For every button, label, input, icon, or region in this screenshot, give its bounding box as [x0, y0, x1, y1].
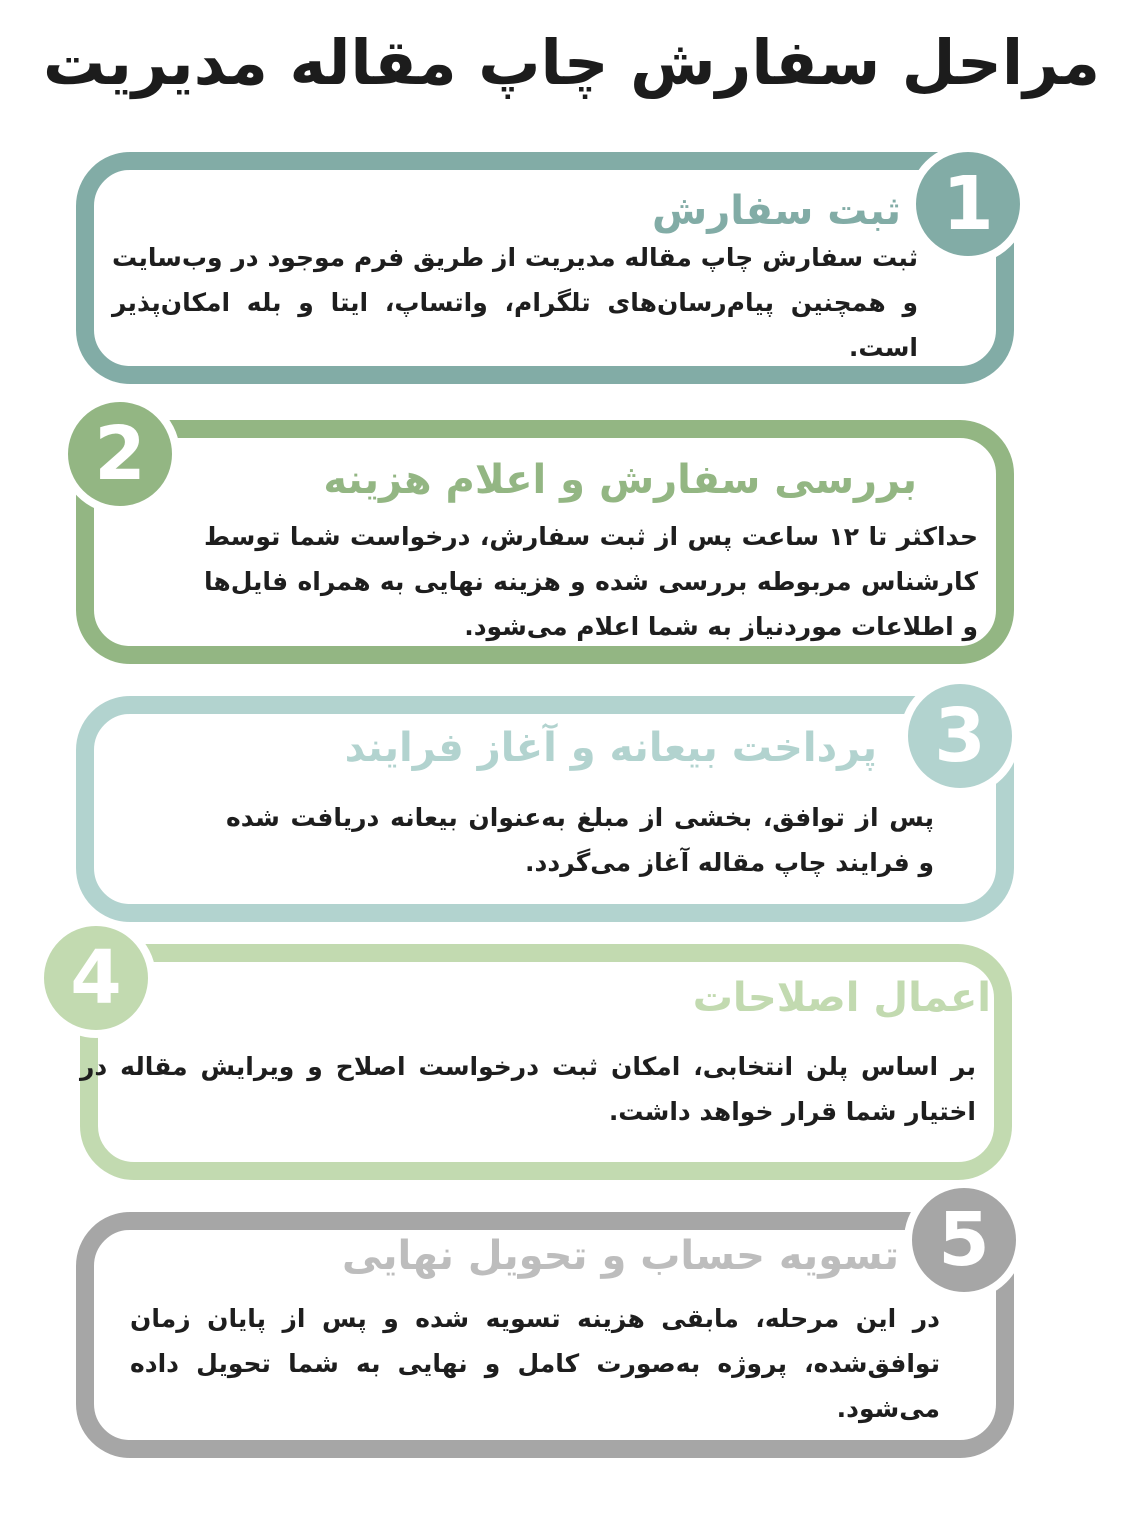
step-3-body: پس از توافق، بخشی از مبلغ به‌عنوان بیعانه دریافت شده و فرایند چاپ مقاله آغاز می‌گردد.: [226, 803, 934, 877]
step-4-body: بر اساس پلن انتخابی، امکان ثبت درخواست اصلاح و ویرایش مقاله در اختیار شما قرار خواهد داشت.: [80, 1052, 976, 1126]
step-4-badge: [36, 918, 156, 1038]
step-3-number: 3: [934, 693, 986, 779]
page-title: مراحل سفارش چاپ مقاله مدیریت: [42, 26, 1101, 99]
step-5-badge: [904, 1180, 1024, 1300]
step-1-body: ثبت سفارش چاپ مقاله مدیریت از طریق فرم موجود در وب‌سایت و همچنین پیام‌رسان‌های تلگرام، واتساپ، ایتا و بله امکان‌پذیر است.: [112, 243, 918, 362]
step-3-badge: [900, 676, 1020, 796]
step-5-body: در این مرحله، مابقی هزینه تسویه شده و پس از پایان زمان توافق‌شده، پروژه به‌صورت کامل و نهایی به شما تحویل داده می‌شود.: [130, 1304, 940, 1423]
step-2-number: 2: [94, 411, 146, 497]
step-2-badge: [60, 394, 180, 514]
step-5-number: 5: [938, 1197, 990, 1283]
step-1-number: 1: [942, 161, 994, 247]
step-1-badge: [908, 144, 1028, 264]
step-1-heading: ثبت سفارش: [652, 188, 901, 234]
step-3-heading: پرداخت بیعانه و آغاز فرایند: [344, 725, 877, 771]
step-2-heading: بررسی سفارش و اعلام هزینه: [323, 457, 917, 503]
step-4-heading: اعمال اصلاحات: [692, 975, 991, 1021]
step-4-number: 4: [70, 935, 122, 1021]
step-2-body: حداکثر تا ۱۲ ساعت پس از ثبت سفارش، درخواست شما توسط کارشناس مربوطه بررسی شده و هزینه نهایی به همراه فایل‌ها و اطلاعات موردنیاز به شما اعلام می‌شود.: [204, 522, 978, 641]
step-5-heading: تسویه حساب و تحویل نهایی: [342, 1233, 899, 1279]
